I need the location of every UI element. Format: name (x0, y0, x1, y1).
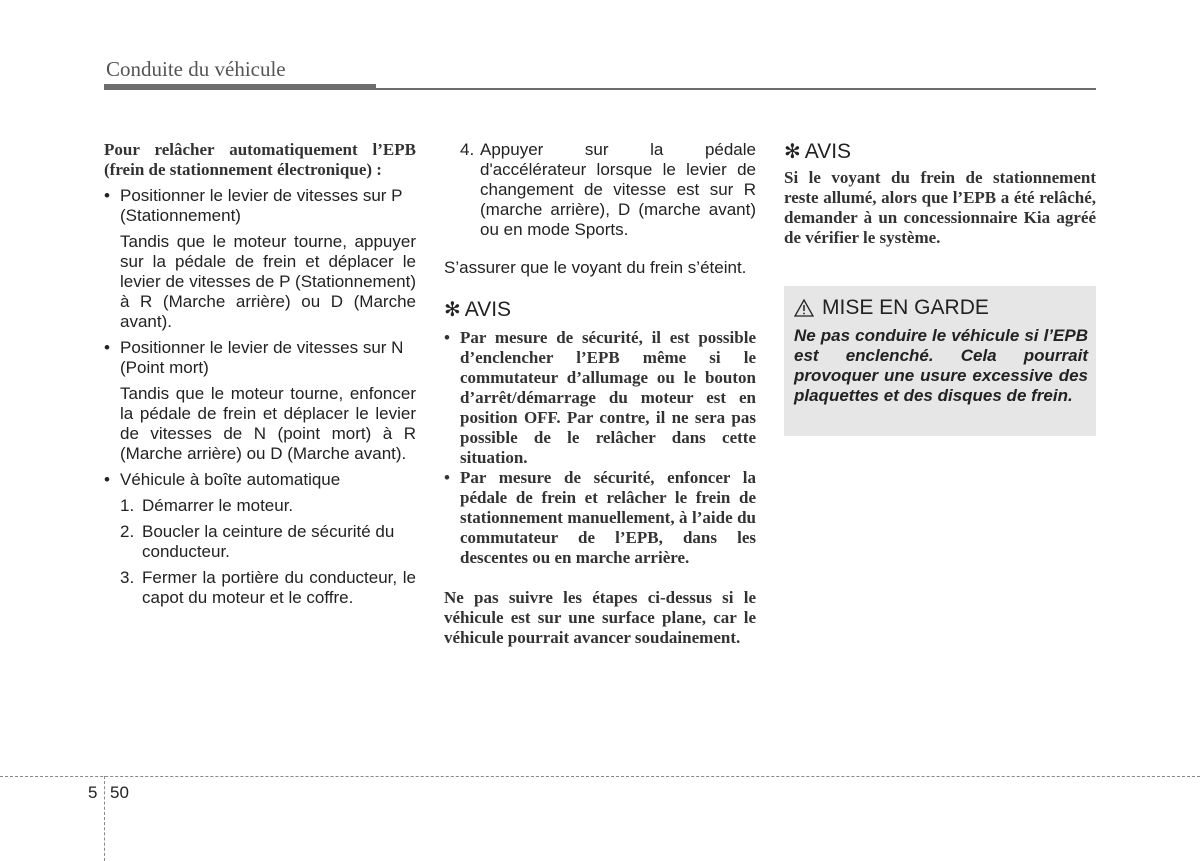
page-header-title: Conduite du véhicule (106, 57, 286, 81)
bullet-mark: • (444, 468, 450, 487)
step-number: 3. (120, 568, 135, 587)
footer-divider (104, 776, 105, 861)
list-item-text: Par mesure de sécurité, il est possible d’enclencher l’EPB même si le commutateur d’allumage ou le bouton d’arrêt/démarrage du moteur est en position OFF. Par contre, il ne sera pas possible de le relâcher dans cette situation. (460, 328, 756, 467)
bullet-mark: • (444, 328, 450, 347)
warning-triangle-icon (794, 299, 814, 317)
asterisk-icon: ✻ (784, 141, 801, 163)
warning-box (784, 286, 1096, 436)
asterisk-icon: ✻ (444, 299, 461, 321)
step-item (444, 140, 756, 240)
bullet-mark: • (104, 338, 110, 357)
step-text: Fermer la portière du conducteur, le capot du moteur et le coffre. (142, 568, 416, 607)
warning-text: Ne pas conduire le véhicule si l’EPB est enclenché. Cela pourrait provoquer une usure excessive des plaquettes et des disques de frein. (794, 326, 1088, 405)
step-number: 2. (120, 522, 135, 541)
chapter-number: 5 (88, 783, 98, 802)
warning-heading (794, 296, 989, 320)
avis-heading (444, 298, 756, 322)
intro-heading: Pour relâcher automatiquement l’EPB (frein de stationnement électronique) : (104, 140, 416, 179)
list-item-text: Véhicule à boîte automatique (120, 470, 341, 489)
step-item (104, 522, 416, 562)
bullet-mark: • (104, 186, 110, 205)
list-item-text: Positionner le levier de vitesses sur P (Stationnement) (120, 186, 403, 225)
note-text: Ne pas suivre les étapes ci-dessus si le véhicule est sur une surface plane, car le véhicule pourrait avancer soudainement. (444, 588, 756, 647)
list-item (444, 328, 756, 468)
list-item-detail: Tandis que le moteur tourne, appuyer sur la pédale de frein et déplacer le levier de vitesses de P (Stationnement) à R (Marche arrière) ou D (Marche avant). (120, 232, 416, 331)
step-text: Appuyer sur la pédale d'accélérateur lorsque le levier de changement de vitesse est sur R (marche arrière), D (marche avant) ou en mode Sports. (480, 140, 756, 239)
list-item (104, 338, 416, 378)
header-rule-thick (104, 84, 376, 90)
page-number: 50 (110, 783, 129, 802)
avis-title: AVIS (804, 140, 852, 163)
footer-rule (0, 776, 1200, 777)
column-right (784, 140, 1096, 248)
list-item-text: Positionner le levier de vitesses sur N (Point mort) (120, 338, 404, 377)
list-item (104, 186, 416, 226)
list-item-text: Par mesure de sécurité, enfoncer la pédale de frein et relâcher le frein de stationnement manuellement, à l’aide du commutateur de l’EPB, dans les descentes ou en marche arrière. (460, 468, 756, 567)
bullet-mark: • (104, 470, 110, 489)
step-number: 1. (120, 496, 135, 515)
step-item (104, 496, 416, 516)
step-text: Boucler la ceinture de sécurité du conducteur. (142, 522, 395, 561)
list-item (444, 468, 756, 568)
avis-heading (784, 140, 1096, 164)
avis-title: AVIS (464, 298, 512, 321)
column-left (104, 140, 416, 608)
avis-text: Si le voyant du frein de stationnement reste allumé, alors que l’EPB a été relâché, demander à un concessionnaire Kia agréé de vérifier le système. (784, 168, 1096, 247)
step-item (104, 568, 416, 608)
list-item-detail: Tandis que le moteur tourne, enfoncer la pédale de frein et déplacer le levier de vitesses de N (point mort) à R (Marche arrière) ou D (Marche avant). (120, 384, 416, 463)
check-text: S’assurer que le voyant du frein s’éteint. (444, 258, 747, 277)
step-number: 4. (460, 140, 475, 159)
column-middle (444, 140, 756, 648)
header-rule-thin (376, 88, 1096, 90)
list-item (104, 470, 416, 490)
warning-title: MISE EN GARDE (822, 296, 989, 319)
step-text: Démarrer le moteur. (142, 496, 294, 515)
